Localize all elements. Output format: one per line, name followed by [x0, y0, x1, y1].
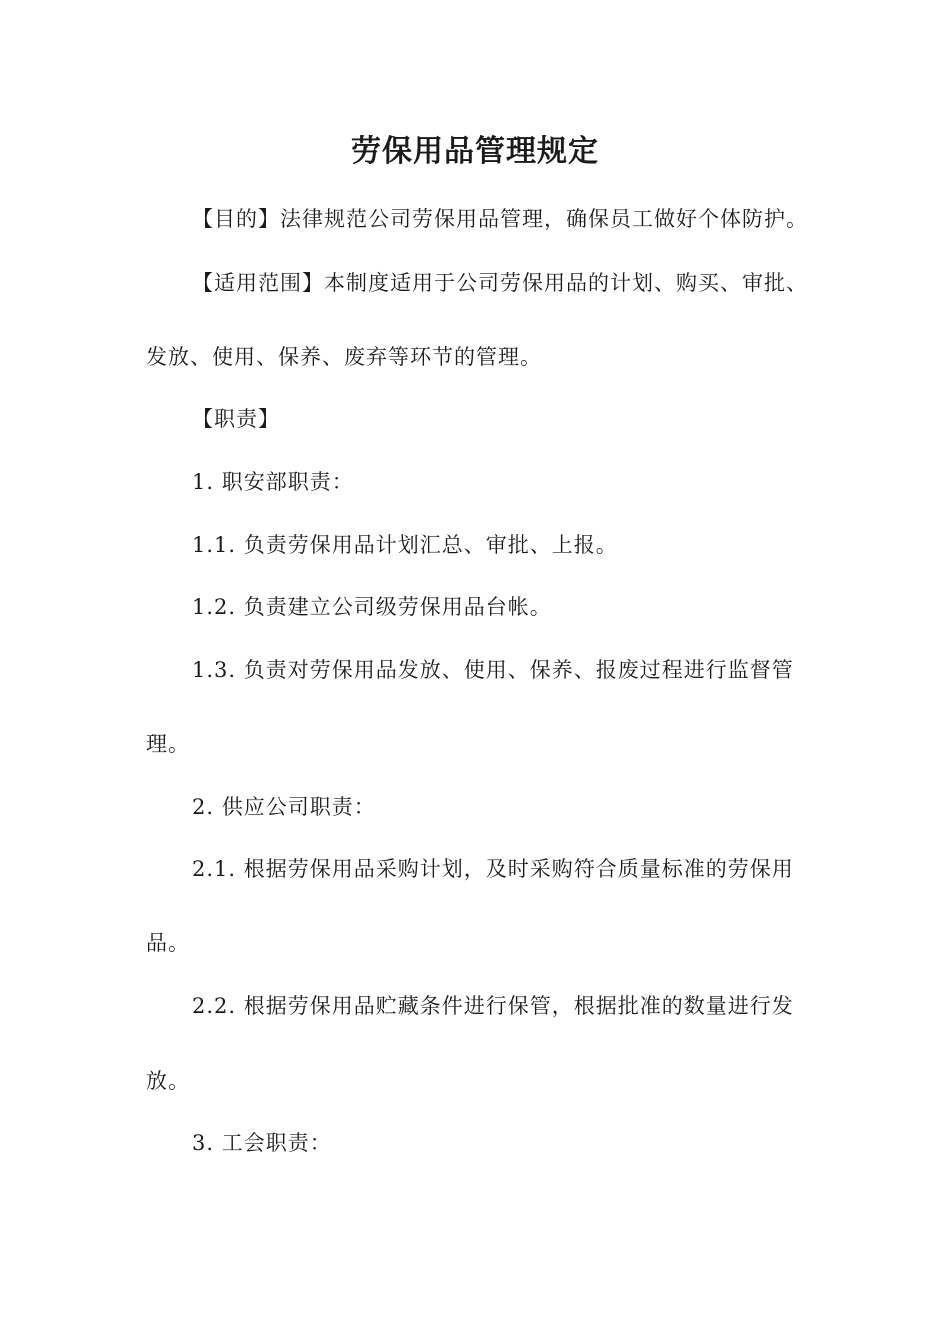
responsibilities-heading: 【职责】: [192, 407, 280, 431]
scope-paragraph: 【适用范围】本制度适用于公司劳保用品的计划、购买、审批、: [192, 271, 808, 295]
item-2-2: 2.2. 根据劳保用品贮藏条件进行保管，根据批准的数量进行发: [192, 994, 794, 1018]
purpose-paragraph: 【目的】法律规范公司劳保用品管理，确保员工做好个体防护。: [192, 207, 808, 231]
item-1-2: 1.2. 负责建立公司级劳保用品台帐。: [192, 595, 552, 619]
section-1-heading: 1. 职安部职责：: [192, 470, 354, 494]
section-3-heading: 3. 工会职责：: [192, 1131, 332, 1155]
item-1-3: 1.3. 负责对劳保用品发放、使用、保养、报废过程进行监督管: [192, 658, 794, 682]
item-2-2-continued: 放。: [146, 1069, 190, 1093]
item-2-1: 2.1. 根据劳保用品采购计划，及时采购符合质量标准的劳保用: [192, 857, 794, 881]
document-title: 劳保用品管理规定: [351, 134, 599, 169]
scope-paragraph-continued: 发放、使用、保养、废弃等环节的管理。: [146, 345, 542, 369]
item-1-3-continued: 理。: [146, 732, 190, 756]
item-1-1: 1.1. 负责劳保用品计划汇总、审批、上报。: [192, 533, 618, 557]
section-2-heading: 2. 供应公司职责：: [192, 795, 376, 819]
item-2-1-continued: 品。: [146, 931, 190, 955]
